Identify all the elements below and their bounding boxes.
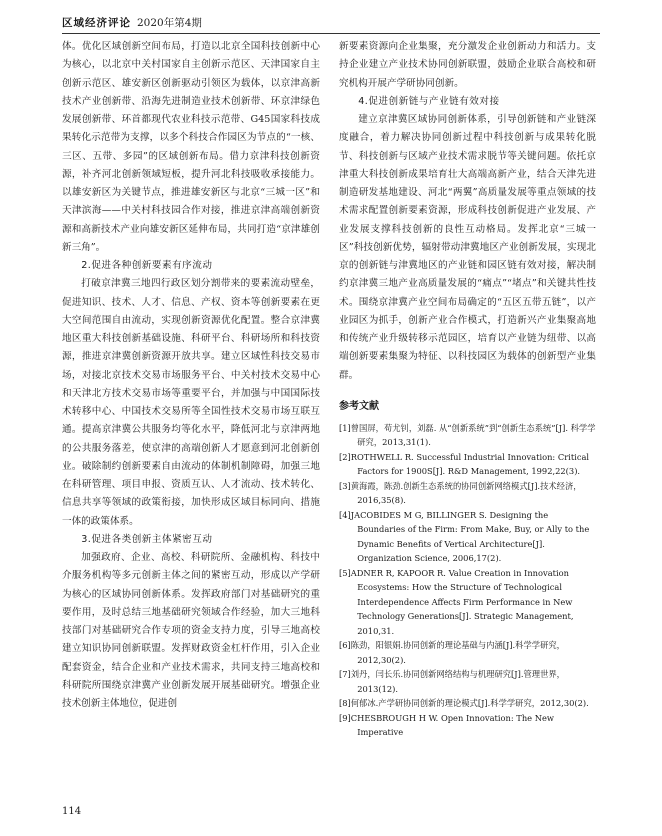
paragraph: 新要素资源向企业集聚，充分激发企业创新动力和活力。支持企业建立产业技术协同创新联盟，鼓励企业联合高校和研究机构开展产学研协同创新。 xyxy=(339,41,596,89)
left-column xyxy=(62,38,320,713)
reference-item: [8]何郁冰.产学研协同创新的理论模式[J].科学学研究，2012,30(2). xyxy=(339,698,589,709)
journal-name: 区域经济评论 xyxy=(62,17,131,29)
paragraph: 体。优化区域创新空间布局，打造以北京全国科技创新中心为核心，以北京中关村国家自主创新示范区、天津国家自主创新示范区、雄安新区创新驱动引领区为载体，以京津高新技术产业创新带、沿海先进制造业技术创新带、环京津绿色发展创新带、环首都现代农业科技示范带、G45国家科技成果转化示范带为支撑，以多个科技合作园区为节点的“一核、三区、五带、多园”的区域创新布局。借力京津科技创新资源，补齐河北创新领域短板，提升河北科技吸收承接能力。以雄安新区为关键节点，推进雄安新区与北京“三城一区”和天津滨海——中关村科技园合作对接，推进京津高端创新资源和高新技术产业向雄安新区延伸布局，共同打造“京津雄创新三角”。 xyxy=(62,41,320,253)
references-title: 参考文献 xyxy=(339,400,379,412)
reference-item: [5]ADNER R, KAPOOR R. Value Creation in Innovation Ecosystems: How the Structure of Technological Interdependence Affects Firm Performance in New Technology Generations[J]. Strategic Management, 2010,31. xyxy=(339,567,574,636)
issue-label: 2020年第4期 xyxy=(137,17,202,29)
section-heading: 2.促进各种创新要素有序流动 xyxy=(81,260,213,271)
reference-item: [7]刘丹，闫长乐.协同创新网络结构与机理研究[J].管理世界，2013(12). xyxy=(339,669,565,694)
reference-item: [3]黄海霞，陈劲.创新生态系统的协同创新网络模式[J].技术经济，2016,35(8). xyxy=(339,480,582,506)
running-header xyxy=(62,12,600,34)
section-heading: 4.促进创新链与产业链有效对接 xyxy=(358,95,500,107)
page-number: 114 xyxy=(62,806,82,817)
reference-item: [6]陈劲，阳银娟.协同创新的理论基础与内涵[J].科学学研究，2012,30(2). xyxy=(339,640,565,665)
reference-item: [1]曾国屏，苟尤钊，刘磊. 从“创新系统”到“创新生态系统”[J]. 科学学研究，2013,31(1). xyxy=(339,422,596,448)
right-column xyxy=(339,38,596,740)
reference-item: [9]CHESBROUGH H W. Open Innovation: The New Imperative xyxy=(339,712,554,738)
paragraph: 加强政府、企业、高校、科研院所、金融机构、科技中介服务机构等多元创新主体之间的紧密互动，形成以产学研为核心的区域协同创新体系。发挥政府部门对基础研究的重要作用，及时总结三地基础研究领域合作经验，加大三地科技部门对基础研究合作专项的资金支持力度，引导三地高校建立知识协同创新联盟。发挥财政资金杠杆作用，引入企业配套资金，结合企业和产业技术需求，共同支持三地高校和科研院所围绕京津冀产业创新发展开展基础研究。增强企业技术创新主体地位，促进创 xyxy=(62,552,320,709)
reference-item: [4]JACOBIDES M G, BILLINGER S. Designing the Boundaries of the Firm: From Make, Buy, or Ally to the Dynamic Benefits of Vertical Architecture[J]. Organization Science, 2006,17(2). xyxy=(339,509,590,564)
paragraph: 建立京津冀区域协同创新体系，引导创新链和产业链深度融合，着力解决协同创新过程中科技创新与成果转化脱节、科技创新与区域产业技术需求脱节等关键问题。依托京津重大科技创新成果培育壮大高端高新产业，结合天津先进制造研发基地建设、河北“两翼”高质量发展等重点领域的技术需求配置创新要素资源，形成科技创新促进产业发展、产业发展支撑科技创新的良性互动格局。发挥北京“三城一区”科技创新优势，辐射带动津冀地区产业创新发展，实现北京的创新链与津冀地区的产业链和园区链有效对接，解决制约京津冀三地产业高质量发展的“痛点”“堵点”和关键共性技术。围绕京津冀产业空间布局确定的“五区五带五链”，以产业园区为抓手，创新产业合作模式，打造新兴产业集聚高地和传统产业升级转移示范园区，培育以产业链为纽带、以高端创新要素集聚为特征、以科技园区为载体的创新型产业集群。 xyxy=(339,114,596,381)
reference-item: [2]ROTHWELL R. Successful Industrial Innovation: Critical Factors for 1900S[J]. R&D Management, 1992,22(3). xyxy=(339,451,590,477)
paragraph: 打破京津冀三地四行政区划分割带来的要素流动壁垒，促进知识、技术、人才、信息、产权、资本等创新要素在更大空间范围自由流动，实现创新资源优化配置。整合京津冀地区重大科技创新基础设施、科研平台、科研场所和科技资源，推进京津冀创新资源开放共享。建立区域性科技交易市场，对接北京技术交易市场服务平台、中关村技术交易中心和天津北方技术交易市场等重要平台，并加强与中国国际技术转移中心、中国技术交易所等全国性技术交易市场互联互通。提高京津冀公共服务均等化水平，降低河北与京津两地的公共服务落差，使京津的高端创新人才愿意到河北创新创业。破除制约创新要素自由流动的体制机制障碍，加强三地在科研管理、项目申报、资质互认、人才流动、技术转化、信息共享等领域的政策衔接，加快形成区域目标同向、措施一体的政策体系。 xyxy=(62,278,320,527)
section-heading: 3.促进各类创新主体紧密互动 xyxy=(81,533,213,545)
